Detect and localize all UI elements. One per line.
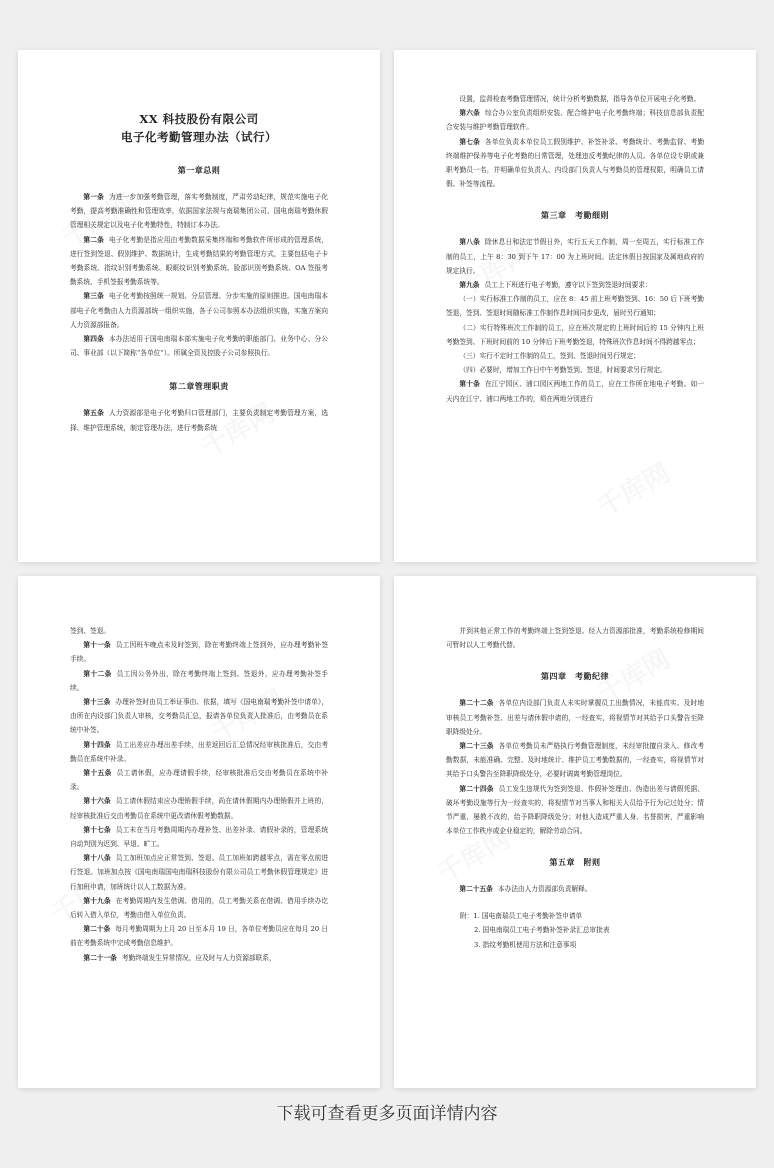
attachment-item: 附：1. 国电南瑞员工电子考勤补签申请单 — [460, 911, 583, 920]
article-paragraph — [70, 406, 328, 434]
article-label: 第十二条 — [83, 669, 112, 678]
chapter-heading: 第五章 附则 — [549, 857, 601, 868]
article-label: 第二十四条 — [459, 784, 494, 793]
article-paragraph — [70, 190, 328, 233]
article-text: 员工出差应办理出差手续，出差返回后汇总情况经审核批准后，交由考勤员在系统中补录。 — [70, 740, 329, 763]
article-label: 第八条 — [459, 238, 480, 247]
article-text: 员工发生违规代为签到签退、作假补签理由、伪造出差与请假凭据、破坏考勤设施等行为一经查实的，将视情节对当事人和相关人员给予行为记过处分；情节严重、屡教不改的，给予降职降级处分；对他人造成严重人身、名誉损害，严重影响本单位工作秩序或企业稳定的，解除劳动合同。 — [446, 784, 705, 836]
article-label: 第六条 — [459, 109, 480, 118]
article-label: 第二十五条 — [459, 885, 493, 894]
article-label: 第四条 — [83, 335, 104, 344]
attachment-list — [446, 909, 704, 953]
article-paragraph — [70, 766, 328, 794]
article-text: 除休息日和法定节假日外，实行五天工作制，周一至周五，实行标准工作制的员工，上午 8：30 到下午 17：00 为上班时间。法定休假日按国家及属地政府的规定执行。 — [446, 238, 705, 275]
article-text: 在江宁园区、浦口园区两地工作的员工，应在工作所在地电子考勤。如一天内在江宁、浦口两地工作的，须在两地分别进行 — [446, 380, 705, 403]
document-title-line2: 电子化考勤管理办法（试行） — [121, 130, 277, 144]
article-text: 员工请休假，应办理请假手续，经审核批准后交由考勤员在系统中补录。 — [70, 769, 328, 792]
list-item: （一）实行标准工作制的员工，应在 8：45 前上班考勤签到、16：50 后下班考勤签退，签到、签退时间随标准工作制作息时间同步更改，届时另行通知； — [446, 295, 704, 318]
article-text: 员工因公务外出，除在考勤终端上签到、签退外，应办理考勤补签手续。 — [70, 669, 328, 692]
document-page-4 — [394, 576, 756, 1088]
article-text: 员工加班加点应正常签到、签退。员工加班如跨越零点，需在零点前进行签退。加班加点按《国电南瑞国电南瑞科技股份有限公司员工考勤休假管理规定》进行加班申请，加班统计以人工数据为准。 — [70, 854, 329, 891]
document-page-3 — [18, 576, 380, 1088]
chapter-heading: 第四章 考勤纪律 — [541, 671, 609, 682]
list-item: （二）实行特殊班次工作制的员工，应在班次规定的上班时间后的 15 分钟内上班考勤签到、下班时间前的 10 分钟后下班考勤签退，特殊班次作息时间不得跨越零点； — [446, 323, 704, 346]
list-item: （三）实行不定时工作制的员工，签到、签退时间另行规定； — [459, 352, 640, 361]
article-paragraph — [70, 823, 328, 851]
article-paragraph — [70, 695, 328, 738]
article-label: 第九条 — [459, 281, 480, 290]
chapter-heading: 第二章管理职责 — [169, 381, 229, 392]
article-label: 第十条 — [459, 380, 480, 389]
article-label: 第十一条 — [83, 641, 111, 650]
article-text: 设置，监督检查考勤管理情况，统计分析考勤数据，指导各单位开展电子化考勤。 — [459, 95, 701, 103]
article-paragraph — [70, 851, 328, 894]
article-label: 第二十条 — [83, 925, 111, 934]
article-paragraph — [446, 782, 704, 839]
article-paragraph — [70, 738, 328, 766]
continued-paragraph — [446, 92, 704, 106]
article-text: 本办法由人力资源部负责解释。 — [497, 885, 592, 894]
article-text: 各单位考勤员未严格执行考勤管理制度，未经审批擅自录入、修改考勤数据，未能准确、完整、及时地统计、维护员工考勤数据的，一经查实，将视情节对其给予口头警告至降职降级处分，必要时调离考勤管理岗位。 — [446, 742, 705, 779]
article-text: 电子化考勤按照统一规划、分层管理、分步实施的原则推进。国电南瑞本部电子化考勤由人力资源部统一组织实施，各子公司参照本办法组织实施，实施方案向人力资源部报备。 — [70, 292, 329, 329]
article-text: 员工因班车晚点未及时签到，除在考勤终端上签到外，应办理考勤补签手续。 — [70, 641, 329, 664]
article-label: 第一条 — [83, 193, 104, 201]
watermark — [590, 453, 676, 524]
article-text: 人力资源部是电子化考勤归口管理部门，主要负责制定考勤管理方案，选择、维护管理系统，制定管理办法，进行考勤系统 — [70, 409, 329, 432]
article-text: 员工请休假结束应办理销假手续，尚在请休假期内办理销假并上班的，经审核批准后交由考勤员在系统中更改请休假考勤数据。 — [70, 797, 329, 820]
article-text: 每月考勤周期为上月 20 日至本月 19 日，各单位考勤员应在每月 20 日前在考勤系统中完成考勤信息维护。 — [70, 925, 329, 948]
article-text: 综合办公室负责组织安装、配合维护电子化考勤终端；科技信息部负责配合安装与维护考勤管理软件。 — [446, 109, 705, 132]
article-paragraph — [446, 882, 704, 896]
continued-paragraph: 签到、签退。 — [70, 627, 111, 635]
article-text: 各单位负责本单位员工假别维护、补签补录、考勤统计、考勤监督、考勤终端维护保养等电子化考勤的日常管理，处理违反考勤纪律的人员。各单位设专职或兼职考勤员一名，并明确单位负责人、内设部门负责人与考勤员的管理权限，明确员工请假、补签等流程。 — [446, 137, 705, 189]
article-paragraph — [70, 332, 328, 360]
article-paragraph — [446, 235, 704, 278]
article-paragraph — [446, 135, 704, 192]
article-text: 考勤终端发生异常情况，应及时与人力资源部联系， — [121, 953, 276, 962]
article-paragraph — [70, 289, 328, 332]
article-label: 第七条 — [459, 137, 480, 146]
continued-paragraph: 并到其他正常工作的考勤终端上签到签退。经人力资源部批准，考勤系统检修期间可暂时以人工考勤代替。 — [446, 627, 704, 650]
article-text: 本办法适用于国电南瑞本部实施电子化考勤的职能部门、业务中心、分公司、事业部（以下简称“各单位”）。所属全资及控股子公司参照执行。 — [70, 335, 329, 358]
article-paragraph — [446, 278, 704, 292]
article-label: 第二十三条 — [459, 742, 494, 751]
article-paragraph — [70, 951, 328, 965]
chapter-heading: 第三章 考勤细则 — [541, 210, 609, 221]
article-label: 第五条 — [83, 409, 104, 418]
article-text: 电子化考勤是指应用由考勤数据采集终端和考勤软件所形成的管理系统，进行签到签退、假别维护、数据统计，生成考勤结果的考勤管理方式，主要包括电子卡考勤系统、指纹识别考勤系统、眼眶纹识别考勤系统、脸部识别考勤系统、OA 签报考勤系统、手机签报考勤系统等。 — [70, 235, 329, 287]
article-text: 在考勤周期内发生借调、借用的，员工考勤关系在借调、借用手续办讫后转入借入单位，考勤由借入单位负责。 — [70, 896, 329, 920]
article-text: 员工未在当月考勤周期内办理补签、出差补录、请假补录的，管理系统自动判别为迟到、早退、旷工。 — [70, 825, 329, 849]
chapter-heading: 第一章总则 — [177, 165, 221, 175]
attachment-item: 2. 国电南瑞员工电子考勤补签补录汇总审批表 — [474, 926, 610, 935]
article-label: 第二十一条 — [83, 953, 117, 962]
article-label: 第十六条 — [83, 797, 111, 806]
article-paragraph — [70, 894, 328, 922]
article-label: 第十四条 — [83, 740, 111, 749]
article-label: 第十五条 — [83, 769, 112, 778]
article-label: 第三条 — [83, 292, 104, 301]
article-paragraph — [446, 377, 704, 405]
article-label: 第十三条 — [83, 698, 111, 707]
document-page-1 — [18, 50, 380, 562]
document-title-line1: XX 科技股份有限公司 — [139, 112, 259, 126]
article-paragraph — [446, 696, 704, 739]
article-paragraph — [70, 922, 328, 950]
article-paragraph — [446, 106, 704, 134]
article-paragraph — [70, 638, 328, 666]
attachment-item: 3. 指纹考勤机使用方法和注意事项 — [474, 940, 577, 949]
article-label: 第十九条 — [83, 896, 111, 905]
list-item: （四）必要时，增加工作日中午考勤签到、签退，时间要求另行规定。 — [459, 366, 667, 375]
article-paragraph — [70, 794, 328, 822]
article-label: 第二十二条 — [459, 699, 494, 708]
article-label: 第十七条 — [83, 825, 111, 834]
article-paragraph — [70, 667, 328, 695]
article-text: 员工上下班进行电子考勤，遵守以下签到签退时间要求： — [484, 281, 652, 290]
download-more-caption[interactable]: 下载可查看更多页面详情内容 — [276, 1104, 498, 1124]
article-paragraph — [446, 739, 704, 782]
article-text: 为进一步加强考勤管理，落实考勤制度，严肃劳动纪律，规范实施电子化考勤，提高考勤准确性和管理效率，依据国家法规与南瑞集团公司、国电南瑞考勤休假管理相关规定以及电子化考勤特性，特制订本办法。 — [70, 193, 329, 230]
document-page-2 — [394, 50, 756, 562]
article-label: 第十八条 — [83, 854, 111, 863]
article-paragraph — [70, 233, 328, 290]
article-text: 办理补签时由员工举证事由、依据，填写《国电南瑞考勤补签申请单》，由所在内设部门负责人审核，交考勤员汇总，报请各单位负责人批准后，由考勤员在系统中补签。 — [70, 698, 329, 735]
article-label: 第二条 — [83, 235, 104, 244]
article-text: 各单位内设部门负责人未实时掌握员工出勤情况，未能真实、及时地审核员工考勤补签、出差与请休假申请的，一经查实，将视情节对其给予口头警告至降职降级处分。 — [446, 699, 705, 736]
